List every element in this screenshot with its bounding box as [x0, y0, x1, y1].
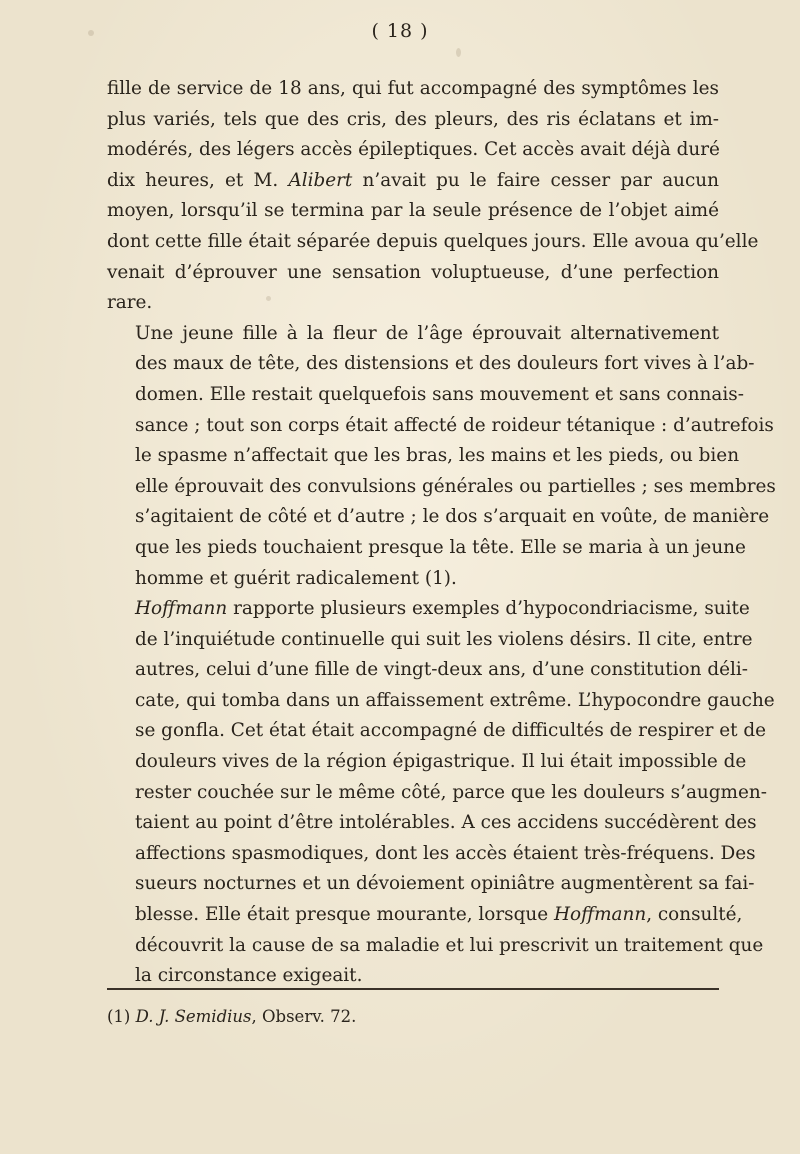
- italic-name: Hoffmann: [135, 598, 228, 620]
- text-line: rare.: [107, 292, 153, 314]
- text-line: Hoffmann rapporte plusieurs exemples d’hypocondriacisme, suite: [135, 598, 750, 620]
- italic-name: Hoffmann: [553, 904, 647, 926]
- text-line: dix heures, et M. Alibert n’avait pu le faire cesser par aucun: [107, 169, 719, 191]
- page-number: ( 18 ): [371, 20, 429, 42]
- text-line: dont cette fille était séparée depuis quelques jours. Elle avoua qu’elle: [107, 230, 759, 252]
- paragraph: [107, 319, 776, 594]
- text-line: des maux de tête, des distensions et des douleurs fort vives à l’ab-: [135, 353, 755, 375]
- text-line: douleurs vives de la région épigastrique. Il lui était impossible de: [135, 751, 747, 773]
- text-line: elle éprouvait des convulsions générales ou partielles ; ses membres: [135, 475, 776, 497]
- paragraph: [107, 594, 775, 992]
- text-line: la circonstance exigeait.: [135, 965, 363, 987]
- text-line: fille de service de 18 ans, qui fut accompagné des symptômes les: [107, 78, 719, 99]
- footnote-marker: (1): [107, 1007, 131, 1026]
- body-text: [107, 74, 776, 992]
- text-line: sueurs nocturnes et un dévoiement opiniâtre augmentèrent sa fai-: [135, 873, 755, 895]
- paper-stain: [456, 48, 461, 57]
- text-line: de l’inquiétude continuelle qui suit les violens désirs. Il cite, entre: [135, 628, 753, 650]
- text-line: que les pieds touchaient presque la tête. Elle se maria à un jeune: [135, 536, 746, 558]
- text-line: plus variés, tels que des cris, des pleurs, des ris éclatans et im-: [107, 108, 719, 130]
- footnote-reference: , Observ. 72.: [251, 1007, 357, 1026]
- text-line: Une jeune fille à la fleur de l’âge éprouvait alternativement: [135, 322, 719, 344]
- text-line: se gonfla. Cet état était accompagné de difficultés de respirer et de: [135, 720, 767, 742]
- text-line: le spasme n’affectait que les bras, les mains et les pieds, ou bien: [135, 445, 740, 467]
- footnote: [107, 1006, 719, 1028]
- text-line: modérés, des légers accès épileptiques. Cet accès avait déjà duré: [107, 139, 720, 161]
- text-line: venait d’éprouver une sensation voluptueuse, d’une perfection: [107, 261, 719, 283]
- italic-name: Alibert: [288, 169, 353, 191]
- paragraph: [107, 74, 759, 319]
- footnote-separator: [107, 988, 719, 990]
- text-line: affections spasmodiques, dont les accès étaient très-fréquens. Des: [135, 842, 756, 864]
- text-line: cate, qui tomba dans un affaissement extrême. L’hypocondre gauche: [135, 689, 775, 711]
- text-line: s’agitaient de côté et d’autre ; le dos s’arquait en voûte, de manière: [135, 506, 770, 528]
- text-line: sance ; tout son corps était affecté de roideur tétanique : d’autrefois: [135, 414, 774, 436]
- text-line: rester couchée sur le même côté, parce que les douleurs s’augmen-: [135, 781, 767, 803]
- text-line: homme et guérit radicalement (1).: [135, 567, 457, 589]
- text-line: autres, celui d’une fille de vingt-deux ans, d’une constitution déli-: [135, 659, 748, 681]
- text-line: moyen, lorsqu’il se termina par la seule présence de l’objet aimé: [107, 200, 719, 222]
- text-line: découvrit la cause de sa maladie et lui prescrivit un traitement que: [135, 934, 764, 956]
- text-line: blesse. Elle était presque mourante, lorsque Hoffmann, consulté,: [135, 904, 743, 926]
- text-line: taient au point d’être intolérables. A ces accidens succédèrent des: [135, 812, 757, 834]
- text-line: domen. Elle restait quelquefois sans mouvement et sans connais-: [135, 383, 744, 405]
- footnote-author: D. J. Semidius: [135, 1007, 252, 1026]
